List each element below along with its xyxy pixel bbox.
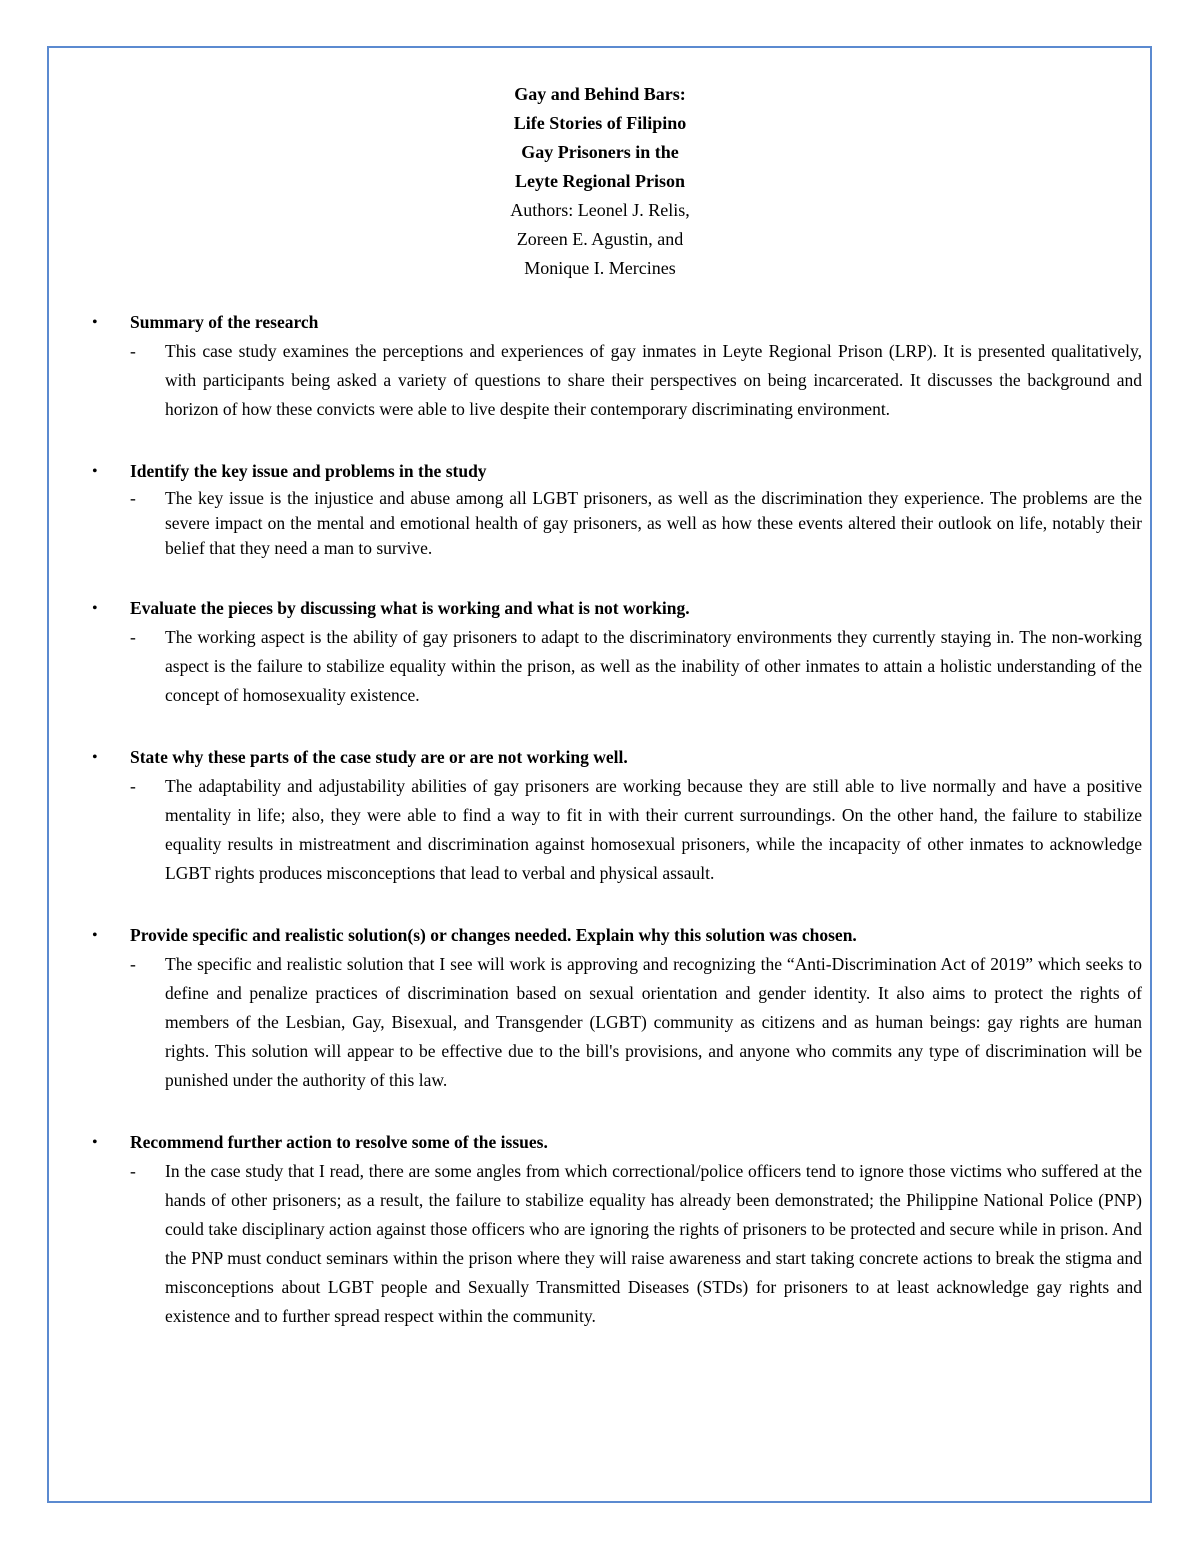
dash-icon: - xyxy=(130,341,136,361)
section-heading: Evaluate the pieces by discussing what is working and what is not working. xyxy=(130,598,690,618)
section-solution xyxy=(0,921,1200,1095)
author-line-1: Authors: Leonel J. Relis, xyxy=(510,200,690,220)
title-block xyxy=(300,80,900,283)
section-body-text: The specific and realistic solution that I see will work is approving and recognizing the “Anti-Discrimination Act of 2019” which seeks to define and penalize practices of discrimination based on sexual orientation and gender identity. It also aims to protect the rights of members of the Lesbian, Gay, Bisexual, and Transgender (LGBT) community as citizens and as human beings: gay rights are human rights. This solution will appear to be effective due to the bill's provisions, and anyone who commits any type of discrimination will be punished under the authority of this law. xyxy=(165,954,1142,1090)
bullet-icon: • xyxy=(92,749,98,766)
bullet-icon: • xyxy=(92,1134,98,1151)
section-body xyxy=(0,337,1200,424)
section-heading: Provide specific and realistic solution(s) or changes needed. Explain why this solution was chosen. xyxy=(130,925,857,945)
section-body-text: In the case study that I read, there are some angles from which correctional/police officers tend to ignore those victims who suffered at the hands of other prisoners; as a result, the failure to stabilize equality has already been demonstrated; the Philippine National Police (PNP) could take disciplinary action against those officers who are ignoring the rights of prisoners to be protected and secure while in prison. And the PNP must conduct seminars within the prison where they will raise awareness and start taking concrete actions to break the stigma and misconceptions about LGBT people and Sexually Transmitted Diseases (STDs) for prisoners to at least acknowledge gay rights and existence and to further spread respect within the community. xyxy=(165,1161,1142,1326)
section-body-text: This case study examines the perceptions and experiences of gay inmates in Leyte Regional Prison (LRP). It is presented qualitatively, with participants being asked a variety of questions to share their perspectives on being incarcerated. It discusses the background and horizon of how these convicts were able to live despite their contemporary discriminating environment. xyxy=(165,341,1142,419)
author-line-2: Zoreen E. Agustin, and xyxy=(516,229,684,249)
dash-icon: - xyxy=(130,488,136,508)
section-body-text: The adaptability and adjustability abilities of gay prisoners are working because they are still able to live normally and have a positive mentality in life; also, they were able to find a way to fit in with their current surroundings. On the other hand, the failure to stabilize equality results in mistreatment and discrimination against homosexual prisoners, while the incapacity of other inmates to acknowledge LGBT rights produces misconceptions that lead to verbal and physical assault. xyxy=(165,776,1142,883)
section-evaluate xyxy=(0,594,1200,710)
section-body xyxy=(0,486,1200,561)
title-line-2: Life Stories of Filipino xyxy=(513,113,687,133)
section-recommend xyxy=(0,1128,1200,1331)
section-heading: State why these parts of the case study are or are not working well. xyxy=(130,747,628,767)
section-heading: Summary of the research xyxy=(130,312,319,332)
bullet-icon: • xyxy=(92,927,98,944)
title-line-4: Leyte Regional Prison xyxy=(515,171,685,191)
bullet-icon: • xyxy=(92,600,98,617)
bullet-icon: • xyxy=(92,314,98,331)
section-key-issue xyxy=(0,457,1200,561)
dash-icon: - xyxy=(130,627,136,647)
dash-icon: - xyxy=(130,954,136,974)
title-line-1: Gay and Behind Bars: xyxy=(514,84,686,104)
author-line-3: Monique I. Mercines xyxy=(524,258,676,278)
section-body-text: The working aspect is the ability of gay prisoners to adapt to the discriminatory environments they currently staying in. The non-working aspect is the failure to stabilize equality within the prison, as well as the inability of other inmates to attain a holistic understanding of the concept of homosexuality existence. xyxy=(165,627,1142,705)
section-summary xyxy=(0,308,1200,424)
section-heading: Recommend further action to resolve some of the issues. xyxy=(130,1132,548,1152)
document-content xyxy=(0,308,1200,1364)
section-body xyxy=(0,623,1200,710)
section-heading: Identify the key issue and problems in the study xyxy=(130,461,487,481)
bullet-icon: • xyxy=(92,463,98,480)
section-body xyxy=(0,1157,1200,1331)
dash-icon: - xyxy=(130,1161,136,1181)
dash-icon: - xyxy=(130,776,136,796)
section-body xyxy=(0,950,1200,1095)
section-why-working xyxy=(0,743,1200,888)
section-body-text: The key issue is the injustice and abuse among all LGBT prisoners, as well as the discrimination they experience. The problems are the severe impact on the mental and emotional health of gay prisoners, as well as how these events altered their outlook on life, notably their belief that they need a man to survive. xyxy=(165,488,1142,558)
title-line-3: Gay Prisoners in the xyxy=(521,142,679,162)
section-body xyxy=(0,772,1200,888)
